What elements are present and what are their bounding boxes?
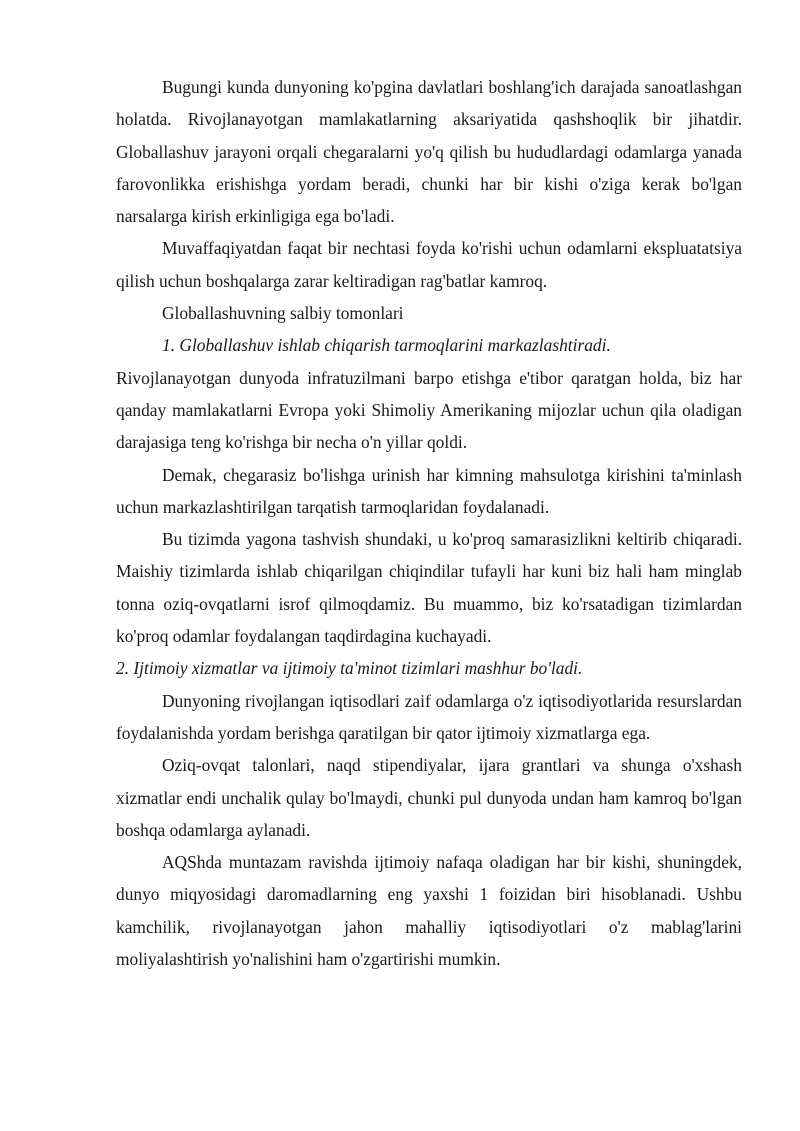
section-heading-negatives: Globallashuvning salbiy tomonlari: [162, 303, 404, 324]
point-2-heading: 2. Ijtimoiy xizmatlar va ijtimoiy ta'minot tizimlari mashhur bo'ladi.: [116, 658, 583, 679]
document-page: [116, 71, 742, 975]
point-1-heading: 1. Globallashuv ishlab chiqarish tarmoqlarini markazlashtiradi.: [162, 335, 611, 356]
paragraph-usa-benefits: AQShda muntazam ravishda ijtimoiy nafaqa oladigan har bir kishi, shuningdek, dunyo miqyosidagi daromadlarning eng yaxshi 1 foizidan biri hisoblanadi. Ushbu kamchilik, rivojlanayotgan jahon mahalliy iqtisodiyotlari o'z mablag'larini moliyalashtirish yo'nalishini ham o'zgartirishi mumkin.: [116, 852, 742, 970]
paragraph-inefficiency: Bu tizimda yagona tashvish shundaki, u ko'proq samarasizlikni keltirib chiqaradi. Maishiy tizimlarda ishlab chiqarilgan chiqindilar tufayli har kuni biz hali ham minglab tonna oziq-ovqatlarni isrof qilmoqdamiz. Bu muammo, biz ko'rsatadigan tizimlardan ko'proq odamlar foydalangan taqdirdagina kuchayadi.: [116, 529, 742, 647]
paragraph-intro: Bugungi kunda dunyoning ko'pgina davlatlari boshlang'ich darajada sanoatlashgan holatda. Rivojlanayotgan mamlakatlarning aksariyatida qashshoqlik bir jihatdir. Globallashuv jarayoni orqali chegaralarni yo'q qilish bu hududlardagi odamlarga yanada farovonlikka erishishga yordam beradi, chunki har bir kishi o'ziga kerak bo'lgan narsalarga kirish erkinligiga ega bo'ladi.: [116, 77, 742, 227]
paragraph-success: Muvaffaqiyatdan faqat bir nechtasi foyda ko'rishi uchun odamlarni ekspluatatsiya qilish uchun boshqalarga zarar keltiradigan rag'batlar kamroq.: [116, 238, 742, 291]
paragraph-social-services: Dunyoning rivojlangan iqtisodlari zaif odamlarga o'z iqtisodiyotlarida resurslardan foydalanishda yordam berishga qaratilgan bir qator ijtimoiy xizmatlarga ega.: [116, 690, 742, 743]
paragraph-infrastructure: Rivojlanayotgan dunyoda infratuzilmani barpo etishga e'tibor qaratgan holda, biz har qanday mamlakatlarni Evropa yoki Shimoliy Amerikaning mijozlar uchun qila oladigan darajasiga teng ko'rishga bir necha o'n yillar qoldi.: [116, 367, 742, 453]
paragraph-borderless: Demak, chegarasiz bo'lishga urinish har kimning mahsulotga kirishini ta'minlash uchun markazlashtirilgan tarqatish tarmoqlaridan foydalanadi.: [116, 464, 742, 517]
paragraph-food-stamps: Oziq-ovqat talonlari, naqd stipendiyalar, ijara grantlari va shunga o'xshash xizmatlar endi unchalik qulay bo'lmaydi, chunki pul dunyoda undan ham kamroq bo'lgan boshqa odamlarga aylanadi.: [116, 755, 742, 840]
